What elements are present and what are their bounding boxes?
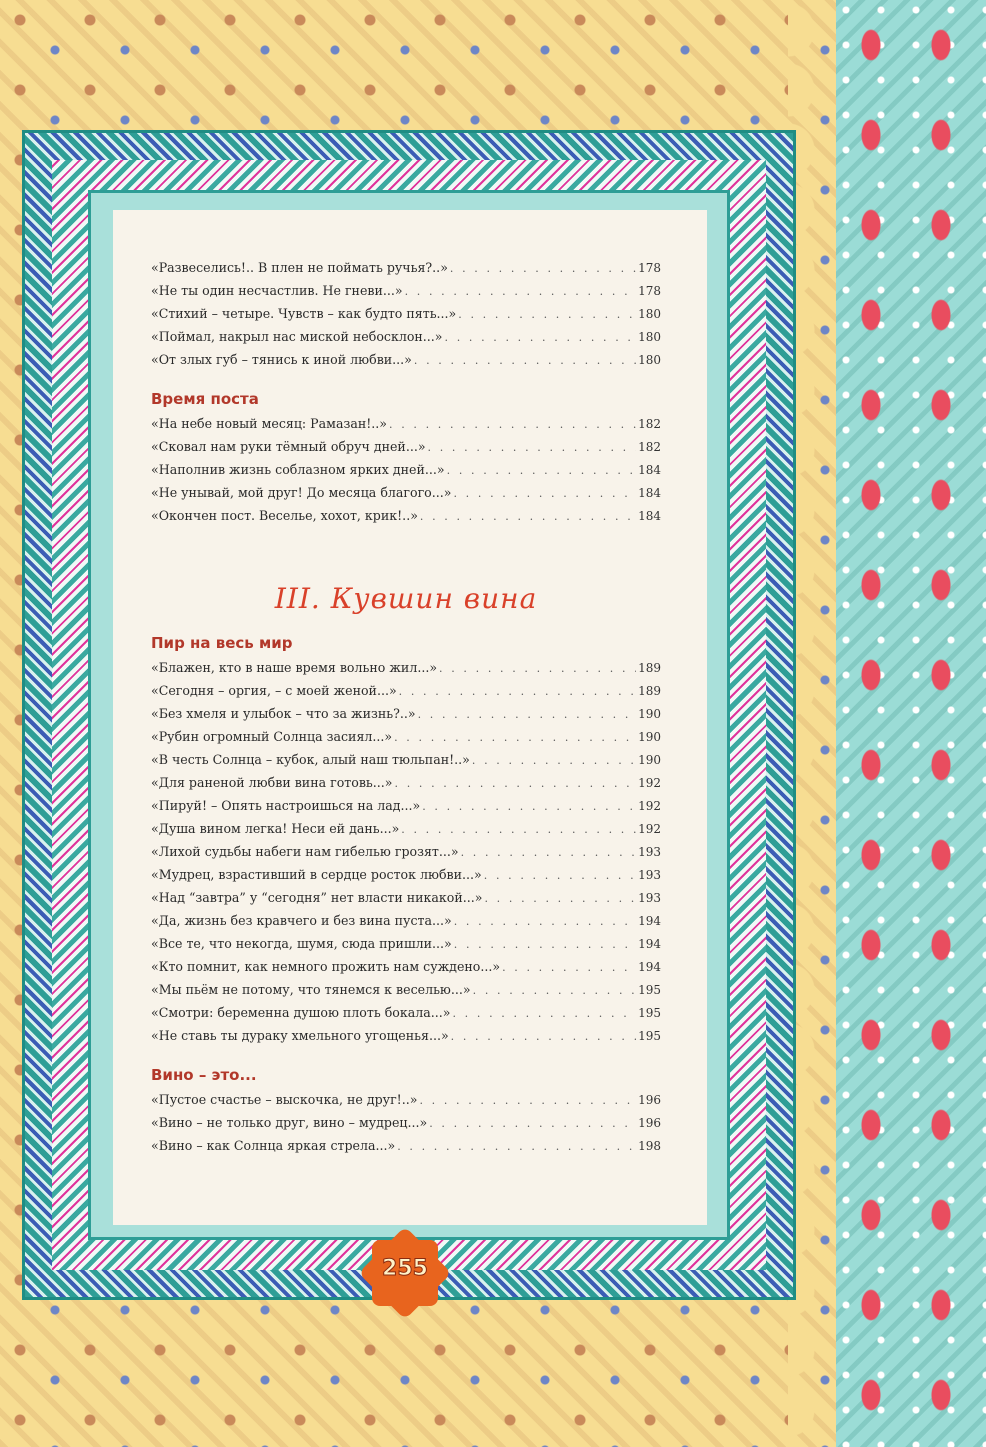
toc-entry-title: «Кто помнит, как немного прожить нам суждено...» — [151, 959, 501, 974]
toc-entry-page: 178 — [638, 284, 661, 298]
toc-entry — [151, 794, 661, 817]
toc-entry-page: 180 — [638, 330, 661, 344]
toc-entry-page: 180 — [638, 307, 661, 321]
toc-entry — [151, 863, 661, 886]
toc-leader-dots — [447, 459, 636, 481]
toc-entry — [151, 932, 661, 955]
toc-entry — [151, 1088, 661, 1111]
toc-leader-dots — [502, 956, 636, 978]
toc-entry-page: 192 — [638, 799, 661, 813]
toc-entry — [151, 886, 661, 909]
toc-entry-page: 192 — [638, 822, 661, 836]
toc-entry — [151, 748, 661, 771]
toc-entry-title: «Смотри: беременна душою плоть бокала...» — [151, 1005, 451, 1020]
ornament-teal-panel — [836, 0, 986, 1447]
toc-entry — [151, 325, 661, 348]
toc-entry-page: 192 — [638, 776, 661, 790]
toc-entry-page: 190 — [638, 730, 661, 744]
toc-entry — [151, 435, 661, 458]
toc-part-top — [151, 256, 661, 527]
toc-entry — [151, 504, 661, 527]
toc-entry-page: 189 — [638, 661, 661, 675]
toc-entry-title: «Без хмеля и улыбок – что за жизнь?..» — [151, 706, 416, 721]
toc-entry-page: 194 — [638, 960, 661, 974]
toc-entry-page: 184 — [638, 509, 661, 523]
toc-entry-page: 195 — [638, 1029, 661, 1043]
toc-entry-title: «Развеселись!.. В плен не поймать ручья?..» — [151, 260, 448, 275]
toc-entry — [151, 702, 661, 725]
toc-entry-page: 178 — [638, 261, 661, 275]
toc-leader-dots — [399, 680, 636, 702]
toc-entry-title: «Блажен, кто в наше время вольно жил...» — [151, 660, 438, 675]
toc-entry-title: «Не ты один несчастлив. Не гневи...» — [151, 283, 403, 298]
toc-entry-page: 182 — [638, 417, 661, 431]
toc-entry-title: «Не ставь ты дураку хмельного угощенья...» — [151, 1028, 449, 1043]
section-heading: Вино – это... — [151, 1066, 257, 1084]
toc-leader-dots — [454, 910, 636, 932]
toc-leader-dots — [397, 1135, 636, 1157]
toc-entry-title: «Да, жизнь без кравчего и без вина пуста...» — [151, 913, 452, 928]
toc-entry — [151, 1111, 661, 1134]
page-number: 255 — [382, 1256, 428, 1281]
toc-leader-dots — [451, 1025, 636, 1047]
toc-entry-title: «Сковал нам руки тёмный обруч дней...» — [151, 439, 426, 454]
toc-entry-page: 190 — [638, 753, 661, 767]
toc-entry-page: 194 — [638, 937, 661, 951]
toc-entry — [151, 412, 661, 435]
toc-entry-page: 189 — [638, 684, 661, 698]
toc-entry-title: «На небе новый месяц: Рамазан!..» — [151, 416, 387, 431]
toc-entry-page: 190 — [638, 707, 661, 721]
toc-entry — [151, 1001, 661, 1024]
toc-leader-dots — [419, 1089, 636, 1111]
toc-entry-title: «От злых губ – тянись к иной любви...» — [151, 352, 412, 367]
toc-entry — [151, 679, 661, 702]
toc-entry-title: «Вино – не только друг, вино – мудрец...» — [151, 1115, 428, 1130]
toc-entry-page: 193 — [638, 845, 661, 859]
toc-entry-title: «В честь Солнца – кубок, алый наш тюльпан!..» — [151, 752, 470, 767]
toc-leader-dots — [405, 280, 637, 302]
toc-entry-title: «Душа вином легка! Неси ей дань...» — [151, 821, 400, 836]
toc-leader-dots — [439, 657, 636, 679]
toc-leader-dots — [450, 257, 636, 279]
toc-entry-page: 196 — [638, 1093, 661, 1107]
toc-entry-title: «Пируй! – Опять настроишься на лад...» — [151, 798, 421, 813]
toc-leader-dots — [418, 703, 637, 725]
toc-entry-page: 193 — [638, 891, 661, 905]
toc-leader-dots — [453, 482, 636, 504]
toc-entry-page: 184 — [638, 486, 661, 500]
ornament-scallop-edge — [788, 0, 848, 1447]
toc-entry-title: «Пустое счастье – выскочка, не друг!..» — [151, 1092, 418, 1107]
toc-entry — [151, 725, 661, 748]
toc-entry-title: «Лихой судьбы набеги нам гибелью грозят...» — [151, 844, 459, 859]
toc-leader-dots — [458, 303, 636, 325]
toc-entry — [151, 840, 661, 863]
toc-entry — [151, 481, 661, 504]
toc-entry-title: «Не унывай, мой друг! До месяца благого...» — [151, 485, 452, 500]
toc-leader-dots — [484, 864, 636, 886]
toc-entry-page: 180 — [638, 353, 661, 367]
toc-entry-title: «Мы пьём не потому, что тянемся к веселью...» — [151, 982, 471, 997]
toc-entry-title: «Поймал, накрыл нас миской небосклон...» — [151, 329, 443, 344]
toc-entry — [151, 256, 661, 279]
toc-entry-title: «Рубин огромный Солнца засиял...» — [151, 729, 393, 744]
toc-leader-dots — [395, 772, 637, 794]
toc-entry-title: «Над “завтра” у “сегодня” нет власти никакой...» — [151, 890, 483, 905]
toc-leader-dots — [422, 795, 636, 817]
part-title: III. Кувшин вина — [274, 582, 538, 615]
table-of-contents — [151, 256, 661, 1157]
toc-entry-page: 195 — [638, 1006, 661, 1020]
toc-leader-dots — [454, 933, 636, 955]
toc-entry-page: 196 — [638, 1116, 661, 1130]
toc-entry-title: «Все те, что некогда, шумя, сюда пришли...» — [151, 936, 452, 951]
toc-leader-dots — [452, 1002, 636, 1024]
toc-entry — [151, 348, 661, 371]
toc-leader-dots — [389, 413, 636, 435]
toc-entry-title: «Для раненой любви вина готовь...» — [151, 775, 393, 790]
toc-entry — [151, 909, 661, 932]
toc-entry-page: 193 — [638, 868, 661, 882]
toc-entry — [151, 458, 661, 481]
toc-leader-dots — [394, 726, 636, 748]
toc-leader-dots — [420, 505, 636, 527]
toc-leader-dots — [472, 749, 636, 771]
toc-leader-dots — [461, 841, 637, 863]
toc-entry — [151, 771, 661, 794]
toc-entry — [151, 1024, 661, 1047]
toc-entry-page: 182 — [638, 440, 661, 454]
toc-leader-dots — [401, 818, 636, 840]
toc-entry-page: 195 — [638, 983, 661, 997]
toc-entry-title: «Сегодня – оргия, – с моей женой...» — [151, 683, 397, 698]
toc-entry-page: 184 — [638, 463, 661, 477]
toc-entry — [151, 978, 661, 1001]
toc-entry — [151, 955, 661, 978]
toc-entry-title: «Вино – как Солнца яркая стрела...» — [151, 1138, 396, 1153]
toc-leader-dots — [484, 887, 636, 909]
toc-entry-title: «Окончен пост. Веселье, хохот, крик!..» — [151, 508, 418, 523]
toc-leader-dots — [473, 979, 636, 1001]
toc-leader-dots — [428, 436, 637, 458]
toc-entry — [151, 279, 661, 302]
toc-entry — [151, 656, 661, 679]
toc-entry-title: «Стихий – четыре. Чувств – как будто пять...» — [151, 306, 457, 321]
section-heading: Время поста — [151, 390, 259, 408]
section-heading: Пир на весь мир — [151, 634, 293, 652]
toc-entry-title: «Мудрец, взрастивший в сердце росток любви...» — [151, 867, 482, 882]
toc-entry-page: 198 — [638, 1139, 661, 1153]
toc-part-bottom — [151, 631, 661, 1157]
toc-leader-dots — [414, 349, 636, 371]
toc-leader-dots — [445, 326, 637, 348]
toc-entry — [151, 1134, 661, 1157]
toc-leader-dots — [429, 1112, 636, 1134]
toc-entry-title: «Наполнив жизнь соблазном ярких дней...» — [151, 462, 445, 477]
toc-entry-page: 194 — [638, 914, 661, 928]
toc-entry — [151, 302, 661, 325]
toc-entry — [151, 817, 661, 840]
